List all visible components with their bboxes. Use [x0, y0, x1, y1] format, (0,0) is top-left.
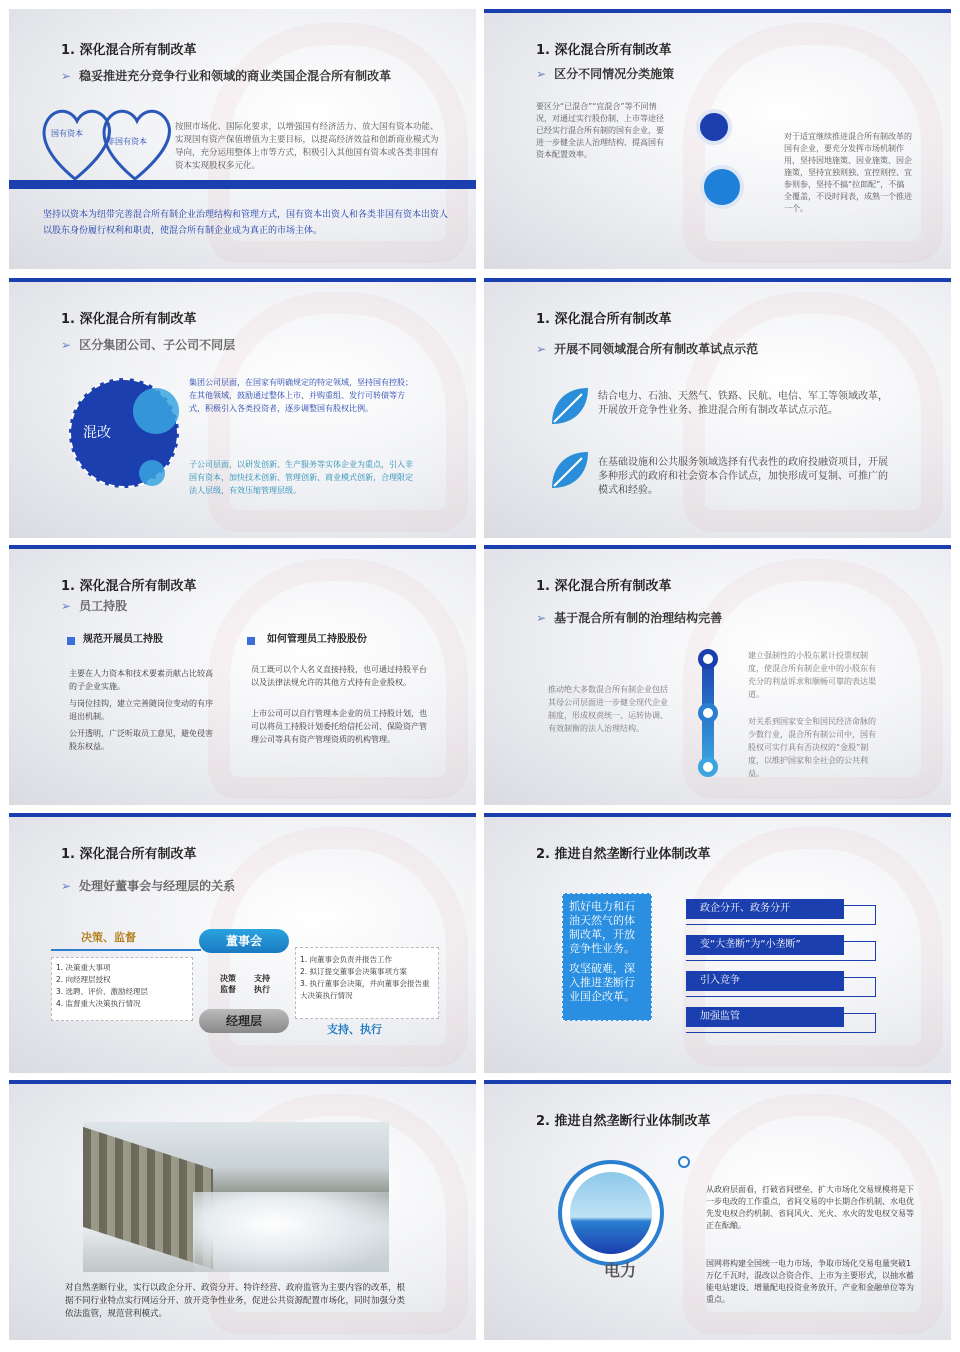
decision-label: 决策 监督 — [220, 974, 236, 994]
group-text: 集团公司层面，在国家有明确规定的特定领域，坚持国有控股；在其他领域，鼓励通过整体上市、并购重组、发行可转债等方式，积极引入各类投资者，逐步调整国有股权比例。 — [189, 378, 413, 413]
execute-label: 支持 执行 — [254, 974, 270, 994]
list-pill[interactable]: 政企分开、政务分开 — [686, 899, 844, 919]
slide-6[interactable] — [484, 545, 951, 805]
accent-circle-small — [139, 460, 165, 486]
list-item: 1. 向董事会负责并报告工作 — [300, 955, 393, 964]
list-pill[interactable]: 加强监管 — [686, 1007, 844, 1027]
top-bar — [9, 1080, 476, 1084]
body-text: 按照市场化、国际化要求，以增强国有经济活力、放大国有资本功能、实现国有资产保值增值为主要目标，以提高经济效益和创新商业模式为导向，充分运用整体上市等方式，积极引入其他国有资本或各类非国有资本实现股权多元化。 — [175, 122, 439, 171]
right-heading: 支持、执行 — [327, 1023, 382, 1036]
leaf-icon — [548, 384, 592, 428]
slide-8[interactable] — [484, 813, 951, 1073]
slide-title: 1. 深化混合所有制改革 — [536, 43, 672, 58]
slide-7[interactable] — [9, 813, 476, 1073]
slide-9[interactable] — [9, 1080, 476, 1340]
manager-pill: 经理层 — [199, 1009, 289, 1033]
bottom-text: 坚持以资本为纽带完善混合所有制企业治理结构和管理方式，国有资本出资人和各类非国有资本出资人以股东身份履行权利和职责，使混合所有制企业成为真正的市场主体。 — [43, 210, 449, 236]
blue-band — [9, 180, 476, 189]
right-item-1: 员工既可以个人名义直接持股，也可通过持股平台以及法律法规允许的其他方式持有企业股权。 — [251, 665, 427, 687]
left-list-box — [51, 957, 193, 1021]
right-text: 对于适宜继续推进混合所有制改革的国有企业，要充分发挥市场机制作用，坚持因地施策、因业施策、因企施策，坚持宜独则独、宜控则控、宜参则参，坚持不搞“拉郎配”，不搞全覆盖，不设时间表，成熟一个推进一个。 — [784, 132, 912, 213]
left-text: 要区分“已混合”“宜混合”等不同情况，对通过实行股份制、上市等途径已经实行混合所有制的国有企业，要进一步健全法人治理结构、提高国有资本配置效率。 — [536, 102, 664, 159]
right-list-box — [295, 947, 439, 1019]
slide-title: 2. 推进自然垄断行业体制改革 — [536, 847, 711, 862]
subsidiary-text: 子公司层面，以研发创新、生产服务等实体企业为重点，引入非国有资本，加快技术创新、管理创新、商业模式创新，合理限定法人层级，有效压缩管理层级。 — [189, 460, 413, 495]
top-bar — [484, 545, 951, 549]
top-bar — [484, 278, 951, 282]
left-item-2: 与岗位挂钩，建立完善随岗位变动的有序退出机制。 — [69, 699, 213, 721]
para-2: 国网将构建全国统一电力市场，争取市场化交易电量突破1万亿千瓦时，混改以合资合作、上市为主要形式，以抽水蓄能电站建设、增量配电投资业务放开、产业和金融单位等为重点。 — [706, 1259, 914, 1304]
slide-title: 1. 深化混合所有制改革 — [61, 43, 197, 58]
right-text-1: 建立强制性的小股东累计投票权制度，使混合所有制企业中的小股东有充分的利益诉求和顺畅可靠的表达渠道。 — [748, 651, 876, 699]
left-text-1: 抓好电力和石油天然气的体制改革，开放竞争性业务。 — [569, 900, 635, 955]
heading-right: 如何管理员工持股股份 — [267, 634, 367, 645]
left-text-2: 攻坚破难，深入推进垄断行业国企改革。 — [569, 962, 635, 1003]
heart-label-private: 非国有资本 — [107, 137, 147, 146]
list-item: 1. 决策重大事项 — [56, 963, 111, 972]
timeline-node — [698, 703, 718, 723]
top-bar — [9, 813, 476, 817]
pilot-text-2: 在基础设施和公共服务领域选择有代表性的政府投融资项目，开展多种形式的政府和社会资本合作试点，加快形成可复制、可推广的模式和经验。 — [598, 457, 888, 496]
left-item-3: 公开透明，广泛听取员工意见，避免侵害股东权益。 — [69, 729, 213, 751]
list-item: 3. 执行董事会决策，并向董事会报告重大决策执行情况 — [300, 979, 430, 1000]
slide-title: 2. 推进自然垄断行业体制改革 — [536, 1114, 711, 1129]
slide-1[interactable] — [9, 9, 476, 269]
slide-title: 1. 深化混合所有制改革 — [536, 579, 672, 594]
slide-title: 1. 深化混合所有制改革 — [61, 847, 197, 862]
trend-icon — [700, 165, 744, 209]
slide-subtitle: ➢ 开展不同领域混合所有制改革试点示范 — [536, 342, 759, 356]
slide-title: 1. 深化混合所有制改革 — [61, 312, 197, 327]
board-pill: 董事会 — [199, 929, 289, 953]
slide-3[interactable] — [9, 278, 476, 538]
deco-dot — [678, 1156, 690, 1168]
power-plant-photo — [570, 1172, 652, 1254]
left-text: 推动绝大多数混合所有制企业包括其母公司层面进一步健全现代企业制度，形成权责统一、运转协调、有效制衡的法人治理结构。 — [548, 685, 668, 733]
caption-text: 对自然垄断行业，实行以政企分开、政资分开、特许经营、政府监管为主要内容的改革，根据不同行业特点实行网运分开、放开竞争性业务，促进公共资源配置市场化，同时加强分类依法监管，规范营利模式。 — [65, 1283, 406, 1319]
slide-subtitle: ➢ 区分不同情况分类施策 — [536, 67, 675, 81]
slide-subtitle: ➢ 员工持股 — [61, 599, 128, 613]
bullet-square — [247, 637, 255, 645]
leaf-icon — [548, 448, 592, 492]
pilot-text-1: 结合电力、石油、天然气、铁路、民航、电信、军工等领域改革，开展放开竞争性业务、推进混合所有制改革试点示范。 — [598, 391, 888, 416]
timeline-node — [698, 649, 718, 669]
slide-2[interactable] — [484, 9, 951, 269]
left-item-1: 主要在人力资本和技术要素贡献占比较高的子企业实施。 — [69, 669, 213, 691]
list-item: 4. 监督重大决策执行情况 — [56, 999, 141, 1008]
slide-subtitle: ➢ 区分集团公司、子公司不同层 — [61, 338, 236, 352]
left-heading: 决策、监督 — [81, 931, 136, 944]
dam-photo — [83, 1122, 389, 1272]
slide-4[interactable] — [484, 278, 951, 538]
heading-left: 规范开展员工持股 — [83, 634, 163, 645]
list-item: 2. 拟订提交董事会决策事项方案 — [300, 967, 408, 976]
slide-subtitle: ➢ 处理好董事会与经理层的关系 — [61, 879, 236, 893]
para-1: 从政府层面看，打破省间壁垒、扩大市场化交易规模将是下一步电改的工作重点，省间交易的中长期合作机制、水电优先发电权合约机制、省间风火、光火、水火的发电权交易等正在酝酿。 — [706, 1185, 914, 1230]
list-item: 3. 选聘、评价、激励经理层 — [56, 987, 149, 996]
bullet-square — [67, 637, 75, 645]
accent-circle — [133, 388, 179, 434]
slide-10[interactable] — [484, 1080, 951, 1340]
top-bar — [9, 278, 476, 282]
right-item-2: 上市公司可以自行管理本企业的员工持股计划，也可以将员工持股计划委托给信托公司、保险资产管理公司等具有资产管理资质的机构管理。 — [251, 709, 427, 744]
left-blue-box — [562, 893, 652, 1021]
search-icon — [696, 109, 732, 145]
slide-subtitle: ➢ 基于混合所有制的治理结构完善 — [536, 611, 723, 625]
slide-5[interactable] — [9, 545, 476, 805]
list-pill[interactable]: 变“大垄断”为“小垄断” — [686, 935, 844, 955]
top-bar — [484, 9, 951, 13]
divider — [51, 949, 201, 951]
right-text-2: 对关系到国家安全和国民经济命脉的少数行业，混合所有制公司中，国有股权可实行具有否决权的“金股”制度，以维护国家和全社会的公共利益。 — [748, 717, 876, 778]
list-item: 2. 向经理层授权 — [56, 975, 111, 984]
timeline-node — [698, 757, 718, 777]
slide-subtitle: ➢ 稳妥推进充分竞争行业和领域的商业类国企混合所有制改革 — [61, 69, 392, 83]
list-pill[interactable]: 引入竞争 — [686, 971, 844, 991]
slide-title: 1. 深化混合所有制改革 — [61, 579, 197, 594]
heart-label-state: 国有资本 — [51, 129, 83, 138]
top-bar — [9, 545, 476, 549]
core-circle: 混改 — [69, 378, 179, 488]
slide-title: 1. 深化混合所有制改革 — [536, 312, 672, 327]
power-label: 电力 — [604, 1261, 637, 1280]
top-bar — [484, 1080, 951, 1084]
top-bar — [484, 813, 951, 817]
